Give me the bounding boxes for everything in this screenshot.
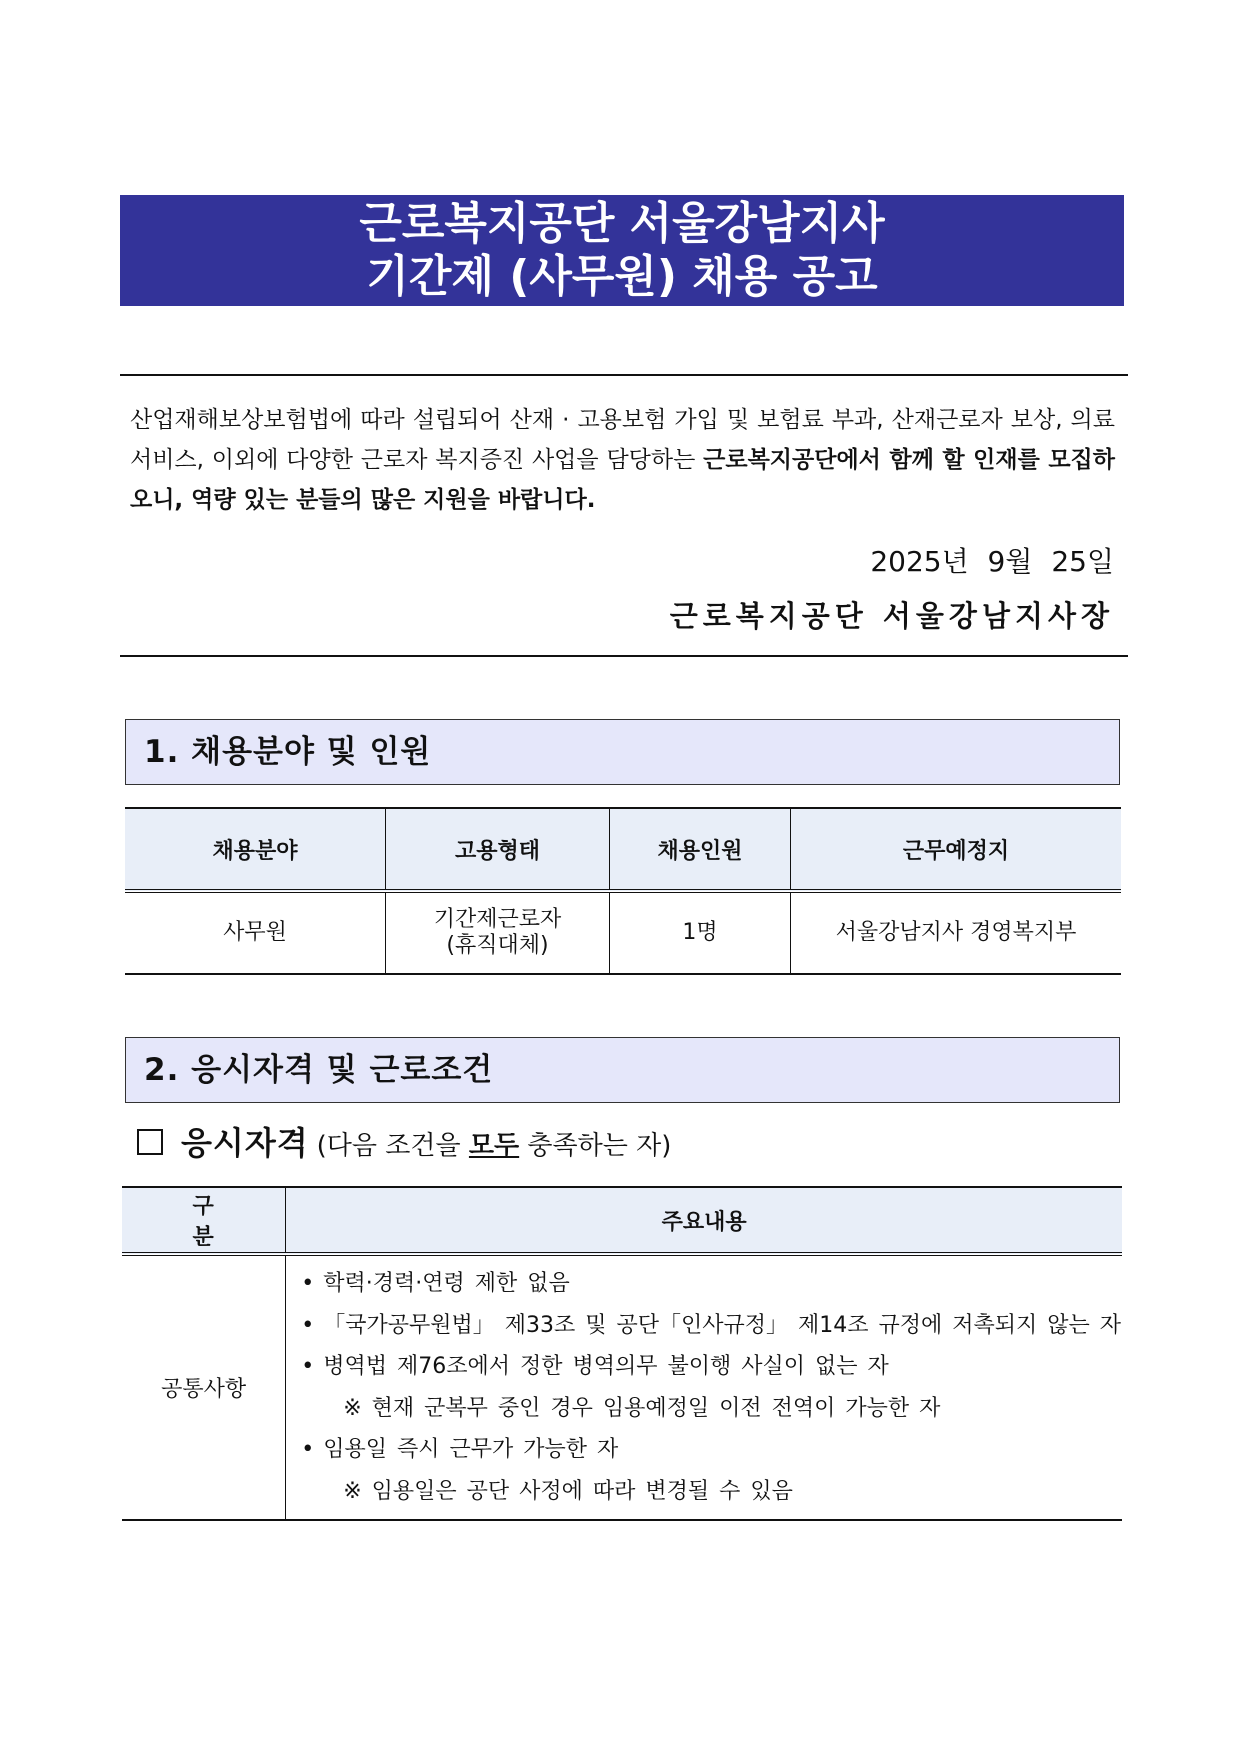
bullet: • (301, 1354, 315, 1379)
list-note (323, 1471, 1121, 1513)
condition-open: (다음 조건을 (316, 1131, 469, 1161)
item-text: 학력·경력·연령 제한 없음 (323, 1271, 570, 1296)
qualification-subheading (137, 1118, 671, 1164)
item-text: 임용일 즉시 근무가 가능한 자 (323, 1437, 619, 1462)
signer: 근로복지공단 서울강남지사장 (669, 599, 1114, 633)
table-row (125, 891, 1121, 974)
list-item (301, 1346, 1121, 1388)
title-banner (120, 195, 1124, 306)
item-text: 「국가공무원법」 제33조 및 공단「인사규정」 제14조 규정에 저촉되지 않는 자 (323, 1312, 1121, 1338)
subheading-title: 응시자격 (181, 1124, 309, 1162)
cell-location: 서울강남지사 경영복지부 (791, 891, 1122, 974)
header-employment-type: 고용형태 (386, 808, 610, 891)
cell-headcount: 1명 (610, 891, 791, 974)
qualification-table (122, 1186, 1122, 1521)
bottom-rule (120, 655, 1128, 657)
details-list (287, 1257, 1121, 1518)
section-2-heading: 2. 응시자격 및 근로조건 (125, 1037, 1120, 1103)
list-item (301, 1305, 1121, 1347)
condition-emphasis: 모두 (468, 1131, 520, 1161)
table-row (122, 1254, 1122, 1520)
bullet: • (301, 1437, 315, 1462)
bullet: • (301, 1271, 315, 1296)
cell-field: 사무원 (125, 891, 386, 974)
header-category: 구 분 (122, 1187, 286, 1254)
intro-paragraph (130, 400, 1115, 520)
note-text: ※ 임용일은 공단 사정에 따라 변경될 수 있음 (343, 1478, 793, 1504)
employment-type-line-1: 기간제근로자 (433, 907, 562, 932)
header-field: 채용분야 (125, 808, 386, 891)
cell-details (286, 1254, 1122, 1520)
intro-bold-text: 근로복지공단에서 함께 할 인재를 모집하오니, 역량 있는 분들의 많은 지원을 바랍니다. (130, 447, 1115, 513)
top-rule (120, 374, 1128, 376)
intro-text: 산업재해보상보험법에 따라 설립되어 산재 · 고용보험 가입 및 보험료 부과, 산재근로자 보상, 의료서비스, 이외에 다양한 근로자 복지증진 사업을 담당하는 (130, 407, 1115, 473)
list-item (301, 1429, 1121, 1471)
title-line-1: 근로복지공단 서울강남지사 (359, 198, 885, 249)
cell-employment-type (386, 891, 610, 974)
list-note (323, 1388, 1121, 1430)
section-1-heading: 1. 채용분야 및 인원 (125, 719, 1120, 785)
table-header-row (125, 808, 1121, 891)
note-text: ※ 현재 군복무 중인 경우 임용예정일 이전 전역이 가능한 자 (343, 1395, 941, 1421)
table-header-row (122, 1187, 1122, 1254)
header-location: 근무예정지 (791, 808, 1122, 891)
item-text: 병역법 제76조에서 정한 병역의무 불이행 사실이 없는 자 (323, 1354, 889, 1379)
recruitment-table (125, 807, 1121, 975)
header-details: 주요내용 (286, 1187, 1122, 1254)
announcement-date: 2025년 9월 25일 (870, 545, 1114, 578)
checkbox-icon (137, 1129, 163, 1155)
header-headcount: 채용인원 (610, 808, 791, 891)
condition-close: 충족하는 자) (519, 1131, 672, 1161)
subheading-condition (317, 1131, 672, 1161)
list-item (301, 1263, 1121, 1305)
cell-category: 공통사항 (122, 1254, 286, 1520)
employment-type-line-2: (휴직대체) (446, 933, 549, 958)
title-line-2: 기간제 (사무원) 채용 공고 (366, 251, 878, 302)
bullet: • (301, 1312, 315, 1338)
